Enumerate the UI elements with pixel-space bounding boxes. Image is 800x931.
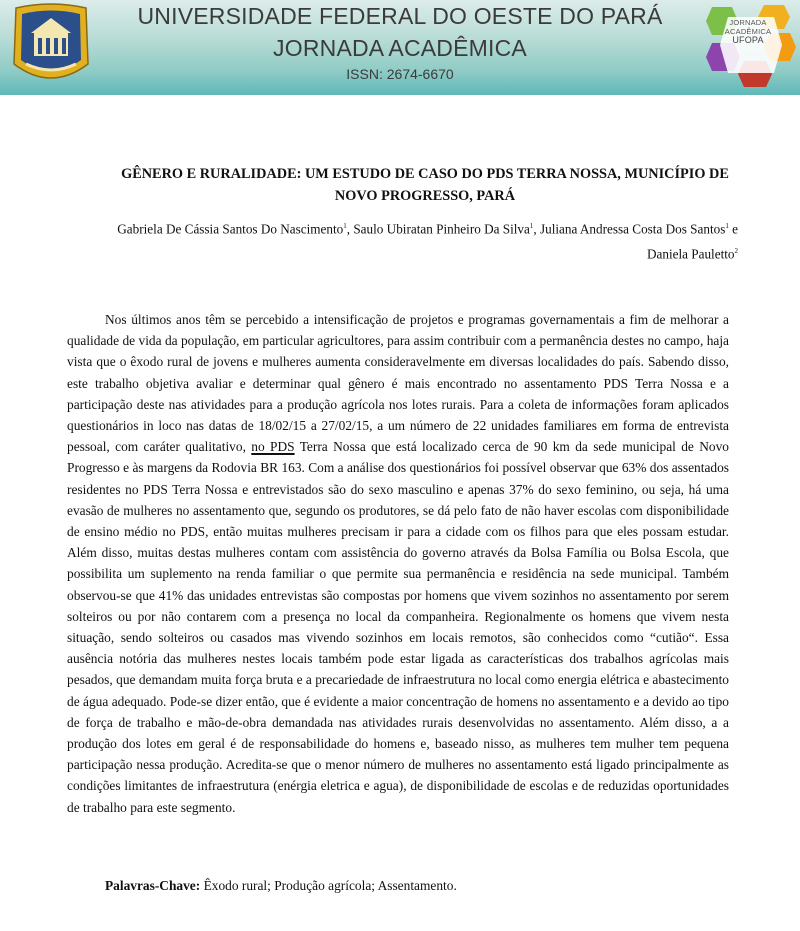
author-3: Juliana Andressa Costa Dos Santos	[539, 221, 726, 237]
author-4-affiliation: 2	[734, 247, 738, 256]
header-event-name: JORNADA ACADÊMICA	[273, 35, 527, 61]
author-separator: e	[728, 221, 738, 237]
abstract-text-part-1: Nos últimos anos têm se percebido a intensificação de projetos e programas governamentais a fim de melhorar a qualidade de vida da população, em particular agricultores, para assim contribuir com a permanência destes no campo, haja vista que o êxodo rural de jovens e mulheres aumenta consideravelmente em diversas localidades do país. Sabendo disso, este trabalho objetiva avaliar e determinar qual gênero é mais encontrado no assentamento PDS Terra Nossa e a participação deste nas atividades para a produção agrícola nos lotes rurais. Para a coleta de informações foram aplicados questionários in loco nas datas de 18/02/15 a 27/02/15, a um número de 22 unidades familiares em forma de entrevista pessoal, com caráter qualitativo,	[67, 312, 729, 455]
author-list	[95, 215, 738, 266]
badge-caption	[724, 18, 772, 45]
keywords-label: Palavras-Chave:	[105, 878, 201, 893]
abstract-underlined-text: no PDS	[251, 439, 295, 455]
paper-title: GÊNERO E RURALIDADE: UM ESTUDO DE CASO DO PDS TERRA NOSSA, MUNICÍPIO DE NOVO PROGRESSO, PARÁ	[121, 166, 729, 204]
author-3-affiliation: 1	[725, 222, 729, 230]
badge-line-1: JORNADA	[729, 18, 767, 27]
author-separator: ,	[346, 221, 354, 237]
abstract-text-part-2: Terra Nossa que está localizado cerca de 90 km da sede municipal de Novo Progresso e às margens da Rodovia BR 163. Com a análise dos questionários foi possível observar que 63% dos assentados residentes no PDS Terra Nossa e entrevistados são do sexo masculino e apenas 37% do sexo feminino, ou seja, há uma evasão de mulheres no assentamento que, segundo os produtores, se dá pelo fato de não haver escolas com disponibilidade de ensino médio no PDS, então muitas mulheres precisam ir para a cidade com os filhos para que eles possam estudar. Além disso, muitas destas mulheres contam com assistência do governo através da Bolsa Família ou Bolsa Escola, que possibilita um suplemento na renda familiar o que permite sua permanência e residência na sede municipal. Também observou-se que 41% das unidades entrevistas são compostas por homens que vivem sozinhos no assentamento por serem solteiros ou por não contarem com a presença no local da companheira. Regionalmente os homens que vivem nesta situação, sendo solteiros ou casados mas vivendo sozinhos em locais remotos, são conhecidos como “cutião“. Essa ausência notória das mulheres nestes locais também pode estar ligada as características dos trabalhos agrícolas mais pesados, que demandam muita força bruta e a precariedade de infraestrutura no local como energia elétrica e abastecimento de água adequado. Pode-se dizer então, que é evidente a maior concentração de homens no assentamento e a devido ao tipo de força de trabalho e mão-de-obra demandada nas atividades rurais desenvolvidas no assentamento. Além disso, a a produção dos lotes em geral é de responsabilidade do homens e, baseado nisso, as mulheres tem mulher tem pequena participação nessa produção. Acredita-se que o menor número de mulheres no assentamento está ligado principalmente as condições limitantes de infraestrutura (enérgia eletrica e agua), de disponibilidade de escolas e de reduzidas oportunidades de trabalho para este segmento.	[67, 439, 729, 815]
author-separator: ,	[533, 221, 540, 237]
abstract-paragraph	[67, 309, 729, 818]
author-1: Gabriela De Cássia Santos Do Nascimento	[117, 221, 344, 237]
author-1-affiliation: 1	[343, 222, 347, 230]
header-university-name: UNIVERSIDADE FEDERAL DO OESTE DO PARÁ	[137, 3, 663, 29]
university-seal-logo	[6, 2, 96, 88]
header-banner	[0, 0, 800, 95]
badge-line-2: ACADÊMICA	[724, 27, 772, 36]
keywords-line	[105, 876, 457, 896]
header-issn: ISSN: 2674-6670	[346, 66, 454, 82]
badge-line-3: UFOPA	[732, 35, 764, 45]
jornada-academica-logo	[704, 3, 796, 87]
keywords-values: Êxodo rural; Produção agrícola; Assentamento.	[200, 878, 457, 893]
author-2: Saulo Ubiratan Pinheiro Da Silva	[353, 221, 530, 237]
author-2-affiliation: 1	[529, 222, 534, 230]
author-4: Daniela Pauletto	[646, 246, 735, 262]
